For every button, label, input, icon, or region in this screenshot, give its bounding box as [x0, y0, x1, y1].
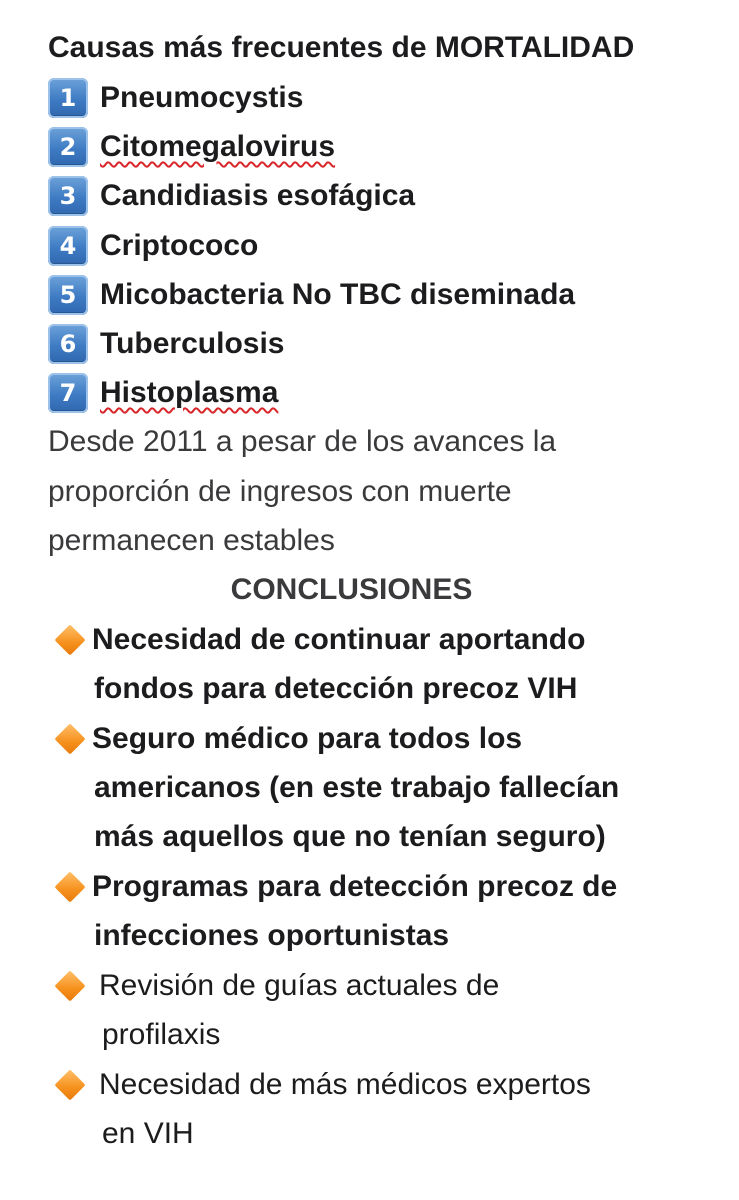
- orange-diamond-icon: [54, 871, 85, 902]
- keycap-number-icon: 5: [48, 275, 88, 315]
- keycap-number-icon: 7: [48, 373, 88, 413]
- conclusion-line: profilaxis: [102, 1018, 221, 1051]
- list-item: [48, 275, 575, 315]
- paragraph-line: permanecen estables: [48, 524, 335, 557]
- cause-label: Tuberculosis: [100, 327, 285, 360]
- paragraph-line: Desde 2011 a pesar de los avances la: [48, 425, 557, 458]
- conclusion-line: Revisión de guías actuales de: [99, 969, 500, 1002]
- list-item: [48, 226, 258, 266]
- keycap-number-icon: 6: [48, 324, 88, 364]
- list-item: [48, 324, 284, 364]
- cause-label: Candidiasis esofágica: [100, 179, 416, 212]
- cause-label: Histoplasma: [100, 376, 279, 409]
- orange-diamond-icon: [54, 624, 85, 655]
- keycap-number-icon: 3: [48, 176, 88, 216]
- conclusion-line: Necesidad de más médicos expertos: [99, 1068, 591, 1101]
- conclusion-line: Necesidad de continuar aportando: [92, 623, 586, 656]
- conclusion-line: más aquellos que no tenían seguro): [94, 820, 606, 853]
- list-item: [48, 176, 415, 216]
- orange-diamond-icon: [54, 1069, 85, 1100]
- conclusion-line: Programas para detección precoz de: [92, 870, 618, 903]
- page-title: Causas más frecuentes de MORTALIDAD: [48, 31, 635, 64]
- orange-diamond-icon: [54, 970, 85, 1001]
- keycap-number-icon: 2: [48, 127, 88, 167]
- cause-label: Citomegalovirus: [100, 130, 336, 163]
- list-item: [48, 78, 303, 118]
- orange-diamond-icon: [54, 723, 85, 754]
- keycap-number-icon: 4: [48, 226, 88, 266]
- list-item: [48, 373, 278, 413]
- list-item: [48, 127, 335, 167]
- conclusion-line: fondos para detección precoz VIH: [94, 672, 578, 705]
- conclusion-line: americanos (en este trabajo fallecían: [94, 771, 620, 804]
- conclusions-heading: CONCLUSIONES: [230, 573, 473, 606]
- conclusion-line: en VIH: [102, 1117, 194, 1150]
- keycap-number-icon: 1: [48, 78, 88, 118]
- conclusion-line: infecciones oportunistas: [94, 919, 450, 952]
- conclusion-line: Seguro médico para todos los: [92, 722, 523, 755]
- paragraph-line: proporción de ingresos con muerte: [48, 475, 512, 508]
- cause-label: Micobacteria No TBC diseminada: [100, 278, 576, 311]
- cause-label: Pneumocystis: [100, 81, 304, 114]
- cause-label: Criptococo: [100, 229, 259, 262]
